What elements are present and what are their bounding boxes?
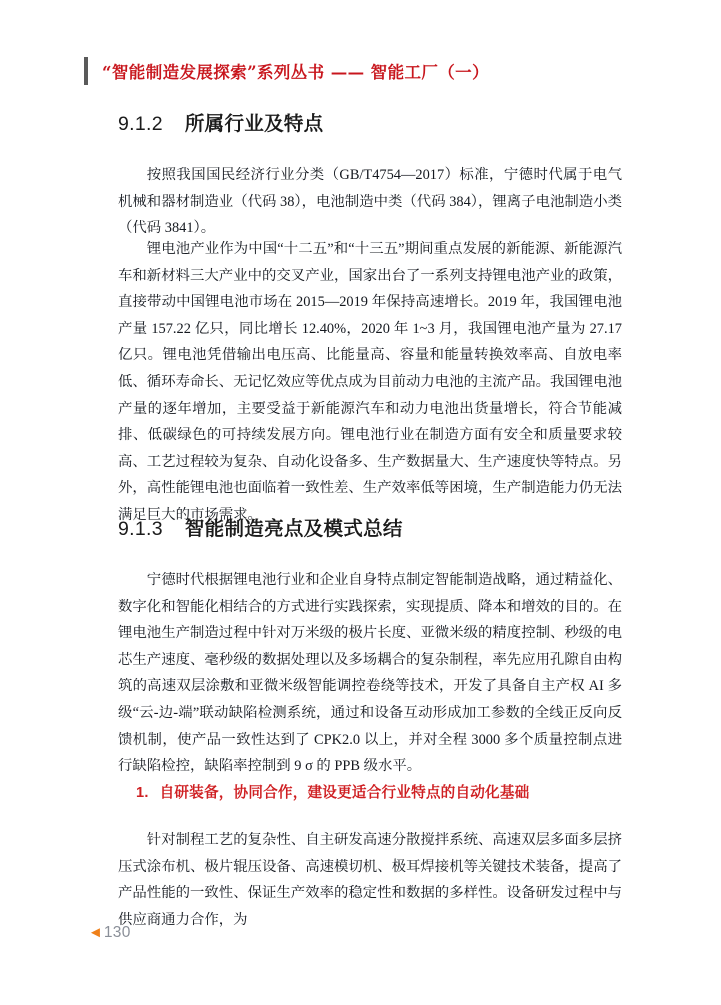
paragraph-industry-block <box>118 162 622 242</box>
subheading-number: 1. <box>136 785 149 801</box>
section-title-9-1-3: 智能制造亮点及模式总结 <box>184 517 403 540</box>
folio-marker-icon: ◄ <box>88 924 103 941</box>
header-title: “智能制造发展探索”系列丛书 —— 智能工厂（一） <box>102 63 489 82</box>
paragraph-strategy: 宁德时代根据锂电池行业和企业自身特点制定智能制造战略，通过精益化、数字化和智能化相结合的方式进行实践探索，实现提质、降本和增效的目的。在锂电池生产制造过程中针对万米级的极片长度、亚微米级的精度控制、秒级的电芯生产速度、毫秒级的数据处理以及多场耦合的复杂制程，率先应用孔隙自由构筑的高速双层涂敷和亚微米级智能调控卷绕等技术，开发了具备自主产权 AI 多级“云-边-端”联动缺陷检测系统，通过和设备互动形成加工参数的全线正反向反馈机制，使产品一致性达到了 CPK2.0 以上，并对全程 3000 多个质量控制点进行缺陷检控，缺陷率控制到 9 σ 的 PPB 级水平。 <box>118 572 622 775</box>
paragraph-market-block <box>118 236 622 529</box>
paragraph-strategy-block <box>118 567 622 780</box>
section-number-9-1-3: 9.1.3 <box>118 518 163 540</box>
paragraph-industry: 按照我国国民经济行业分类（GB/T4754—2017）标准，宁德时代属于电气机械和器材制造业（代码 38），电池制造中类（代码 384），锂离子电池制造小类（代码 3841）。 <box>118 167 622 237</box>
running-header <box>84 56 489 86</box>
page-number: 130 <box>103 924 131 941</box>
folio <box>88 925 131 941</box>
paragraph-equipment: 针对制程工艺的复杂性、自主研发高速分散搅拌系统、高速双层多面多层挤压式涂布机、极片辊压设备、高速模切机、极耳焊接机等关键技术装备，提高了产品性能的一致性、保证生产效率的稳定性和数据的多样性。设备研发过程中与供应商通力合作，为 <box>118 832 622 928</box>
paragraph-market: 锂电池产业作为中国“十二五”和“十三五”期间重点发展的新能源、新能源汽车和新材料三大产业中的交叉产业，国家出台了一系列支持锂电池产业的政策，直接带动中国锂电池市场在 2015—2019 年保持高速增长。2019 年，我国锂电池产量 157.22 亿只，同比增长 12.40%，2020 年 1~3 月，我国锂电池产量为 27.17 亿只。锂电池凭借输出电压高、比能量高、容量和能量转换效率高、自放电率低、循环寿命长、无记忆效应等优点成为目前动力电池的主流产品。我国锂电池产量的逐年增加，主要受益于新能源汽车和动力电池出货量增长，符合节能减排、低碳绿色的可持续发展方向。锂电池行业在制造方面有安全和质量要求较高、工艺过程较为复杂、自动化设备多、生产数据量大、生产速度快等特点。另外，高性能锂电池也面临着一致性差、生产效率低等困境，生产制造能力仍无法满足巨大的市场需求。 <box>118 241 622 523</box>
header-accent-bar <box>84 57 88 85</box>
section-number-9-1-2: 9.1.2 <box>118 113 163 135</box>
subheading-self-developed-equipment <box>136 781 529 802</box>
paragraph-equipment-block <box>118 827 622 933</box>
section-heading-9-1-2 <box>118 108 323 136</box>
subheading-text: 自研装备，协同合作，建设更适合行业特点的自动化基础 <box>159 784 530 801</box>
section-heading-9-1-3 <box>118 513 403 541</box>
section-title-9-1-2: 所属行业及特点 <box>184 112 324 135</box>
